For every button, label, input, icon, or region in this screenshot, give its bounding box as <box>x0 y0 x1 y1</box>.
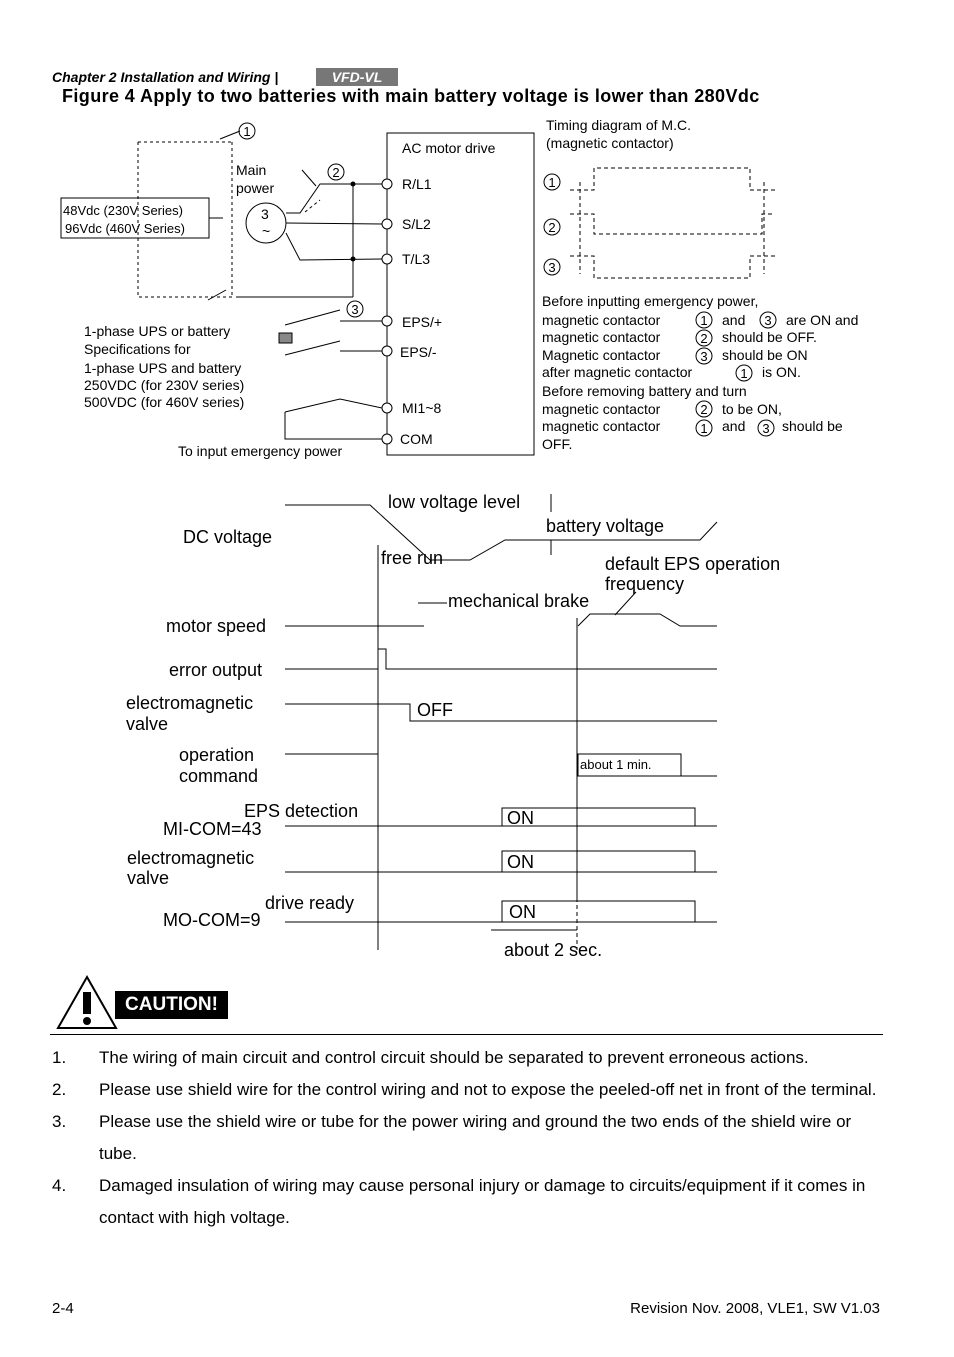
ups-label-5: 500VDC (for 460V series) <box>84 394 245 410</box>
main-power-label: Main <box>236 162 267 178</box>
on-label-2: ON <box>507 852 534 872</box>
caution-label: CAUTION! <box>115 991 228 1019</box>
mc-timing-title: Timing diagram of M.C. <box>546 117 691 133</box>
instr-line-4: Magnetic contactor <box>542 347 661 363</box>
em-valve-1-label: electromagnetic <box>126 693 254 713</box>
mi-com-label: MI-COM=43 <box>163 819 262 839</box>
em-valve-2-label-2: valve <box>127 868 170 888</box>
page-number: 2-4 <box>52 1300 74 1317</box>
terminal-com: COM <box>400 431 433 447</box>
product-logo: VFD-VL <box>316 68 398 86</box>
low-voltage-label: low voltage level <box>388 492 521 512</box>
instr-marker-2a: 2 <box>700 331 708 346</box>
main-power-label-2: power <box>236 180 275 196</box>
terminal-r-l1: R/L1 <box>402 176 432 192</box>
instr-line-5: after magnetic contactor <box>542 364 693 380</box>
operation-command-label-2: command <box>179 766 259 786</box>
em-valve-1-label-2: valve <box>126 714 169 734</box>
free-run-label: free run <box>381 548 444 568</box>
instr-line-9: OFF. <box>542 436 573 452</box>
instr-line-5b: is ON. <box>762 364 801 380</box>
caution-item-text: The wiring of main circuit and control circuit should be separated to prevent erroneous actions. <box>99 1048 809 1067</box>
ups-label-4: 250VDC (for 230V series) <box>84 377 245 393</box>
caution-item-text: Damaged insulation of wiring may cause personal injury or damage to circuits/equipment if it comes in contact with high voltage. <box>99 1176 866 1227</box>
mc-row-1: 1 <box>548 175 556 190</box>
instr-line-3: magnetic contactor <box>542 329 661 345</box>
on-label-3: ON <box>509 902 536 922</box>
ups-label-2: Specifications for <box>84 341 191 357</box>
instr-marker-2b: 2 <box>700 402 708 417</box>
terminal-eps-plus: EPS/+ <box>402 314 443 330</box>
ups-label: 1-phase UPS or battery <box>84 323 231 339</box>
revision-info: Revision Nov. 2008, VLE1, SW V1.03 <box>630 1300 880 1317</box>
error-output-label: error output <box>169 660 263 680</box>
contactor-3-marker: 3 <box>351 302 359 317</box>
caution-divider <box>50 1034 883 1035</box>
instr-line-8: magnetic contactor <box>542 418 661 434</box>
instr-marker-3a: 3 <box>764 313 772 328</box>
motor-symbol-tilde: ~ <box>262 223 271 239</box>
caution-item <box>52 1074 892 1106</box>
caution-item-number: 4. <box>52 1176 67 1195</box>
mc-timing-title-2: (magnetic contactor) <box>546 135 674 151</box>
instr-line-4b: should be ON <box>722 347 808 363</box>
default-eps-label: default EPS operation <box>605 554 781 574</box>
terminal-s-l2: S/L2 <box>402 216 431 232</box>
instr-marker-3b: 3 <box>700 349 708 364</box>
operation-command-label: operation <box>179 745 255 765</box>
mc-row-3: 3 <box>548 260 556 275</box>
instr-marker-1a: 1 <box>700 313 708 328</box>
instr-marker-3c: 3 <box>762 421 770 436</box>
instr-line-1: Before inputting emergency power, <box>542 293 759 309</box>
caution-item-text: Please use the shield wire or tube for the power wiring and ground the two ends of the shield wire or tube. <box>99 1112 852 1163</box>
em-valve-2-label: electromagnetic <box>127 848 255 868</box>
caution-item-number: 1. <box>52 1048 67 1067</box>
instr-marker-1c: 1 <box>700 421 708 436</box>
chapter-title: Chapter 2 Installation and Wiring | <box>52 69 279 85</box>
on-label-1: ON <box>507 808 534 828</box>
terminal-t-l3: T/L3 <box>402 251 431 267</box>
instr-line-8c: should be <box>782 418 843 434</box>
contactor-1-marker: 1 <box>243 124 251 139</box>
instr-line-8b: and <box>722 418 746 434</box>
instr-line-6: Before removing battery and turn <box>542 383 747 399</box>
mc-row-2: 2 <box>548 220 556 235</box>
ups-label-3: 1-phase UPS and battery <box>84 360 242 376</box>
instr-line-2b: and <box>722 312 746 328</box>
about-1-min-label: about 1 min. <box>580 757 652 772</box>
contactor-2-marker: 2 <box>332 165 340 180</box>
motor-speed-label: motor speed <box>166 616 267 636</box>
caution-item-number: 2. <box>52 1080 67 1099</box>
battery-label-460: 96Vdc (460V Series) <box>65 221 185 236</box>
warning-triangle-icon <box>54 974 124 1034</box>
caution-item <box>52 1042 892 1074</box>
default-eps-label-2: frequency <box>605 574 685 594</box>
drive-ready-label: drive ready <box>265 893 355 913</box>
battery-voltage-label: battery voltage <box>546 516 665 536</box>
mo-com-label: MO-COM=9 <box>163 910 261 930</box>
caution-item-number: 3. <box>52 1112 67 1131</box>
motor-symbol: 3 <box>261 206 269 222</box>
instr-line-2: magnetic contactor <box>542 312 661 328</box>
emergency-label: To input emergency power <box>178 443 343 459</box>
instr-marker-1b: 1 <box>740 366 748 381</box>
mechanical-brake-label: mechanical brake <box>448 591 590 611</box>
drive-label: AC motor drive <box>402 140 496 156</box>
instr-line-3b: should be OFF. <box>722 329 817 345</box>
caution-item <box>52 1106 892 1170</box>
caution-list <box>52 1042 892 1234</box>
terminal-eps-minus: EPS/- <box>400 344 437 360</box>
instr-line-2c: are ON and <box>786 312 859 328</box>
caution-item <box>52 1170 892 1234</box>
figure-title: Figure 4 Apply to two batteries with main battery voltage is lower than 280Vdc <box>62 86 760 106</box>
about-2-sec-label: about 2 sec. <box>504 940 603 960</box>
battery-label-230: 48Vdc (230V Series) <box>63 203 183 218</box>
dc-voltage-label: DC voltage <box>183 527 273 547</box>
eps-detection-label: EPS detection <box>244 801 359 821</box>
instr-line-7: magnetic contactor <box>542 401 661 417</box>
off-label: OFF <box>417 700 453 720</box>
instr-line-7b: to be ON, <box>722 401 782 417</box>
terminal-mi: MI1~8 <box>402 400 442 416</box>
caution-item-text: Please use shield wire for the control wiring and not to expose the peeled-off net in front of the terminal. <box>99 1080 877 1099</box>
